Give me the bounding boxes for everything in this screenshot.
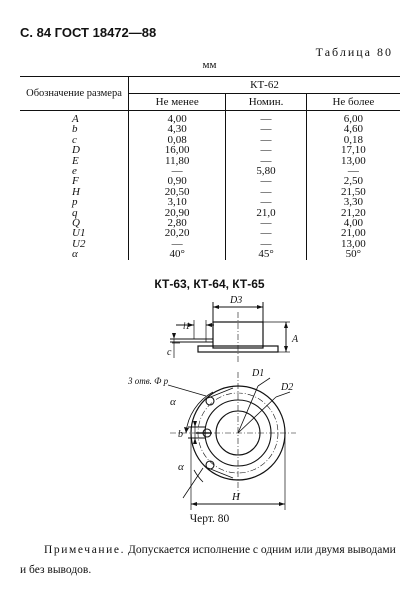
label-d3: D3 xyxy=(230,295,243,306)
cell-min: 20,20 xyxy=(129,228,226,238)
label-a: A xyxy=(292,334,299,345)
cell-nom: 5,80 xyxy=(226,166,306,176)
label-holes: 3 отв. Ф p xyxy=(128,376,169,386)
row-symbol: q xyxy=(20,208,129,218)
group-header: КТ-62 xyxy=(129,77,401,94)
cell-nom: — xyxy=(226,111,306,125)
cell-nom: — xyxy=(226,135,306,145)
row-symbol: b xyxy=(20,124,129,134)
table-label: Таблица 80 xyxy=(315,45,393,59)
cell-nom: 21,0 xyxy=(226,208,306,218)
figure-caption: Черт. 80 xyxy=(189,513,230,525)
cell-max: 2,50 xyxy=(343,175,363,188)
cell-min: 4,30 xyxy=(129,124,226,134)
cell-max: 13,00 xyxy=(341,154,366,167)
row-symbol: U1 xyxy=(20,228,129,238)
row-symbol: α xyxy=(20,249,129,259)
param-header: Обозначение размера xyxy=(20,77,129,111)
cell-max: 50° xyxy=(345,248,362,261)
cell-max: 4,60 xyxy=(343,123,363,136)
col-min-header: Не менее xyxy=(129,94,226,111)
row-symbol: H xyxy=(20,187,129,197)
label-d2: D2 xyxy=(281,382,294,393)
row-symbol: F xyxy=(20,176,129,186)
cell-max: 17,10 xyxy=(341,144,366,157)
cell-min: 3,10 xyxy=(129,197,226,207)
cell-min: 40° xyxy=(129,249,226,259)
row-symbol: p xyxy=(20,197,129,207)
note xyxy=(20,540,400,580)
units-label: мм xyxy=(202,59,217,71)
note-text: Допускается исполнение с одним или двумя выводами и без выводов. xyxy=(20,544,396,576)
row-symbol: U2 xyxy=(20,239,129,249)
cell-nom: — xyxy=(226,197,306,207)
cell-max: 13,00 xyxy=(341,237,366,250)
note-label: Примечание. xyxy=(44,544,126,556)
side-view xyxy=(170,302,290,362)
cell-max: 21,50 xyxy=(341,185,366,198)
label-b: b xyxy=(178,429,183,440)
cell-max: 3,30 xyxy=(343,196,363,209)
cell-nom: — xyxy=(226,218,306,228)
cell-nom: 45° xyxy=(226,249,306,259)
cell-max: 6,00 xyxy=(343,113,363,125)
top-view xyxy=(168,372,296,510)
label-l1: l1 xyxy=(183,321,191,331)
cell-nom: — xyxy=(226,176,306,186)
label-c: c xyxy=(167,347,172,358)
row-symbol: c xyxy=(20,135,129,145)
cell-nom: — xyxy=(226,187,306,197)
cell-min: 20,50 xyxy=(129,187,226,197)
cell-min: — xyxy=(129,166,226,176)
cell-min: — xyxy=(129,239,226,249)
cell-max: 21,20 xyxy=(341,206,366,219)
cell-min: 20,90 xyxy=(129,208,226,218)
cell-min: 0,90 xyxy=(129,176,226,186)
label-alpha-top: α xyxy=(170,396,176,408)
cell-max: 4,00 xyxy=(343,217,363,230)
cell-nom: — xyxy=(226,239,306,249)
cell-max: 0,18 xyxy=(343,133,363,146)
row-symbol: E xyxy=(20,156,129,166)
cell-min: 4,00 xyxy=(129,111,226,125)
page-header: С. 84 ГОСТ 18472—88 xyxy=(20,25,157,40)
row-symbol: D xyxy=(20,145,129,155)
label-d1: D1 xyxy=(252,368,265,379)
cell-min: 2,80 xyxy=(129,218,226,228)
cell-min: 0,08 xyxy=(129,135,226,145)
cell-nom: — xyxy=(226,145,306,155)
label-alpha-bottom: α xyxy=(178,461,184,473)
row-symbol: e xyxy=(20,166,129,176)
cell-nom: — xyxy=(226,156,306,166)
label-h: H xyxy=(232,491,240,503)
col-nom-header: Номин. xyxy=(226,94,306,111)
cell-min: 16,00 xyxy=(129,145,226,155)
cell-max: — xyxy=(347,165,359,178)
cell-nom: — xyxy=(226,124,306,134)
cell-max: 21,00 xyxy=(341,227,366,240)
drawing-subtitle: КТ-63, КТ-64, КТ-65 xyxy=(154,277,265,291)
cell-min: 11,80 xyxy=(129,156,226,166)
col-max-header: Не более xyxy=(306,94,400,111)
cell-nom: — xyxy=(226,228,306,238)
row-symbol: Q xyxy=(20,218,129,228)
row-symbol: A xyxy=(20,111,129,125)
